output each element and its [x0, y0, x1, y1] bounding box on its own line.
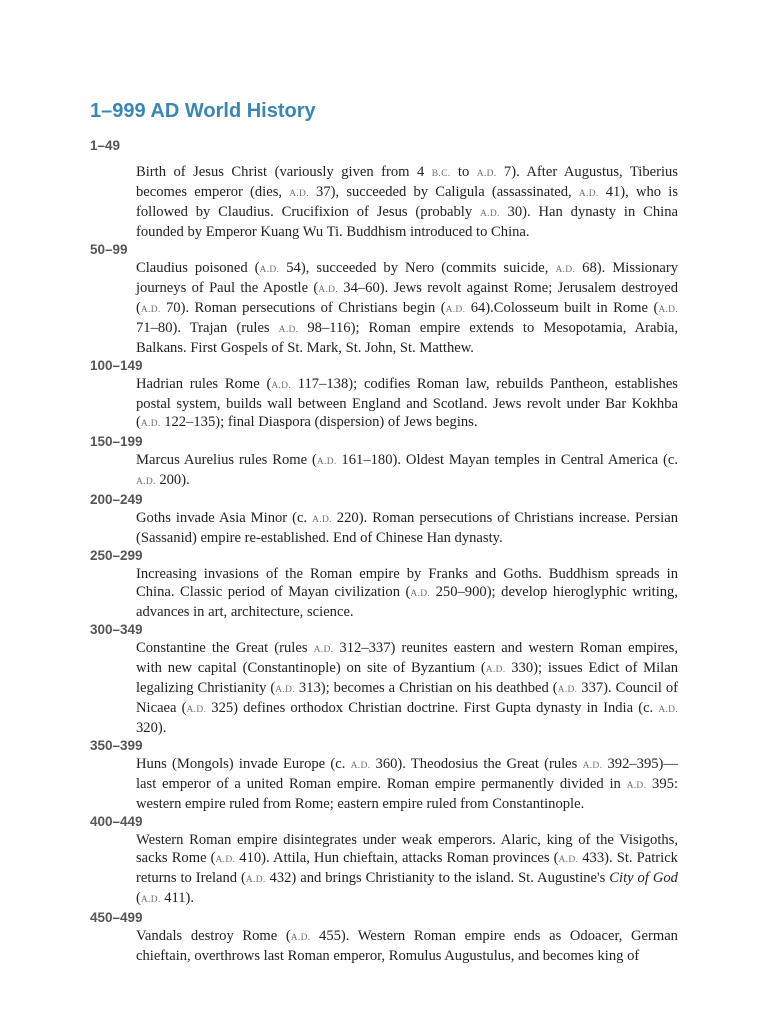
- entry-text-run: (: [136, 890, 141, 906]
- history-entry: [90, 909, 678, 965]
- entry-text-run: 250–900); develop hieroglyphic writing, advances in art, architecture, science.: [136, 584, 679, 620]
- entry-text-run: 34–60). Jews revolt against Rome; Jerusalem destroyed (: [136, 280, 678, 316]
- entry-text: [136, 375, 678, 433]
- era-abbreviation: A.D.: [140, 419, 161, 429]
- era-abbreviation: A.D.: [186, 705, 207, 715]
- era-abbreviation: A.D.: [259, 265, 280, 275]
- entry-text-run: Marcus Aurelius rules Rome (: [136, 452, 317, 468]
- entry-text-run: 411).: [160, 890, 195, 906]
- history-entry: [90, 737, 678, 813]
- entry-text-run: Huns (Mongols) invade Europe (c.: [136, 756, 351, 772]
- era-abbreviation: A.D.: [350, 761, 371, 771]
- entry-text: [136, 163, 678, 241]
- entry-text-run: 68). Missionary journeys of Paul the Apostle (: [136, 260, 679, 296]
- era-abbreviation: A.D.: [555, 265, 576, 275]
- era-abbreviation: A.D.: [582, 761, 603, 771]
- entry-text: [136, 565, 678, 621]
- entry-text-run: 320).: [136, 720, 167, 736]
- era-abbreviation: A.D.: [480, 209, 500, 219]
- entry-period-heading: 50–99: [90, 242, 128, 257]
- entry-text-run: 433). St. Patrick returns to Ireland (: [136, 850, 678, 886]
- entry-text-run: Constantine the Great (rules: [136, 640, 314, 656]
- entry-text-run: 312–337) reunites eastern and western Roman empires, with new capital (Constantinople) on site of Byzantium (: [136, 640, 678, 676]
- entry-text-run: 71–80). Trajan (rules: [136, 320, 279, 336]
- era-abbreviation: A.D.: [271, 381, 291, 391]
- entry-text-run: 455). Western Roman empire ends as Odoacer, German chieftain, overthrows last Roman emperor, Romulus Augustulus, and becomes king of: [136, 928, 678, 964]
- entry-period-heading: 100–149: [90, 358, 143, 373]
- entry-text-run: 41), who is followed by Claudius. Crucifixion of Jesus (probably: [136, 184, 679, 220]
- entry-text-run: 360). Theodosius the Great (rules: [370, 756, 583, 772]
- entry-text-run: 98–116); Roman empire extends to Mesopotamia, Arabia, Balkans. First Gospels of St. Mark, St. John, St. Matthew.: [136, 320, 678, 356]
- entry-text-run: 200).: [155, 472, 190, 488]
- entry-text-run: 220). Roman persecutions of Christians increase. Persian (Sassanid) empire re-established. End of Chinese Han dynasty.: [136, 510, 678, 546]
- entry-text-run: 325) defines orthodox Christian doctrine. First Gupta dynasty in India (c.: [206, 700, 659, 716]
- entry-text-run: 30). Han dynasty in China founded by Emperor Kuang Wu Ti. Buddhism introduced to China.: [136, 204, 678, 240]
- entry-text-run: Western Roman empire disintegrates under weak emperors. Alaric, king of the Visigoths, sacks Rome (: [136, 832, 678, 866]
- entry-text-run: 330); issues Edict of Milan legalizing Christianity (: [136, 660, 679, 696]
- era-abbreviation: A.D.: [626, 781, 647, 791]
- entry-period-heading: 150–199: [90, 434, 143, 449]
- era-abbreviation: A.D.: [312, 515, 332, 525]
- era-abbreviation: A.D.: [658, 705, 678, 715]
- entry-text-run: Hadrian rules Rome (: [136, 376, 272, 392]
- entry-text: [136, 509, 678, 547]
- entry-text-run: Increasing invasions of the Roman empire by Franks and Goths. Buddhism spreads in China. Classic period of Mayan civilization (: [136, 566, 678, 600]
- entry-text-run: 122–135); final Diaspora (dispersion) of Jews begins.: [160, 414, 478, 430]
- entry-text-run: 54), succeeded by Nero (commits suicide,: [279, 260, 556, 276]
- entry-text-run: 64).Colosseum built in Rome (: [465, 300, 659, 316]
- entry-text-run: 70). Roman persecutions of Christians begin (: [160, 300, 446, 316]
- era-abbreviation: A.D.: [290, 933, 311, 943]
- era-abbreviation: A.D.: [313, 645, 334, 655]
- era-abbreviation: B.C.: [431, 169, 451, 179]
- history-entries: [90, 137, 678, 965]
- era-abbreviation: A.D.: [140, 895, 161, 905]
- era-abbreviation: A.D.: [485, 665, 506, 675]
- history-entry: [90, 433, 678, 491]
- entry-text-run: 392–395)—last emperor of a united Roman empire. Roman empire permanently divided in: [136, 756, 679, 792]
- era-abbreviation: A.D.: [445, 305, 466, 315]
- entry-text-run: 395: western empire ruled from Rome; eastern empire ruled from Constantinople.: [136, 776, 679, 812]
- era-abbreviation: A.D.: [658, 305, 678, 315]
- era-abbreviation: A.D.: [410, 589, 431, 599]
- era-abbreviation: A.D.: [140, 305, 161, 315]
- entry-text-run: 117–138); codifies Roman law, rebuilds Pantheon, establishes postal system, builds wall between England and Scotland. Jews revolt under Bar Kokhba (: [136, 376, 678, 430]
- era-abbreviation: A.D.: [316, 457, 337, 467]
- history-entry: [90, 241, 678, 357]
- history-entry: [90, 491, 678, 547]
- history-entry: [90, 813, 678, 909]
- entry-text-run: Birth of Jesus Christ (variously given from 4: [136, 164, 432, 180]
- era-abbreviation: A.D.: [136, 477, 156, 487]
- entry-text-run: 410). Attila, Hun chieftain, attacks Roman provinces (: [235, 850, 559, 866]
- era-abbreviation: A.D.: [557, 685, 578, 695]
- entry-period-heading: 250–299: [90, 548, 143, 563]
- entry-text-run: 37), succeeded by Caligula (assassinated,: [308, 184, 579, 200]
- entry-text: [136, 927, 678, 965]
- entry-text-run: Goths invade Asia Minor (c.: [136, 510, 313, 526]
- history-entry: [90, 357, 678, 433]
- entry-text-run: Claudius poisoned (: [136, 260, 260, 276]
- entry-text-run: 161–180). Oldest Mayan temples in Central America (c.: [336, 452, 678, 468]
- entry-text: [136, 259, 678, 357]
- era-abbreviation: A.D.: [318, 285, 338, 295]
- document-title: 1–999 AD World History: [90, 100, 316, 122]
- era-abbreviation: A.D.: [558, 855, 579, 865]
- entry-period-heading: 350–399: [90, 738, 143, 753]
- entry-text: [136, 451, 678, 491]
- entry-text: [136, 755, 678, 813]
- entry-text-run: 432) and brings Christianity to the island. St. Augustine's: [265, 870, 610, 886]
- history-entry: [90, 137, 678, 241]
- entry-text-run: to: [450, 164, 477, 180]
- book-title: City of God: [609, 870, 678, 886]
- entry-period-heading: 450–499: [90, 910, 143, 925]
- era-abbreviation: A.D.: [278, 325, 299, 335]
- era-abbreviation: A.D.: [215, 855, 236, 865]
- entry-text: [136, 639, 678, 737]
- entry-period-heading: 300–349: [90, 622, 143, 637]
- history-entry: [90, 621, 678, 737]
- era-abbreviation: A.D.: [289, 189, 309, 199]
- entry-period-heading: 400–449: [90, 814, 143, 829]
- entry-text-run: 337). Council of Nicaea (: [136, 680, 678, 716]
- era-abbreviation: A.D.: [245, 875, 266, 885]
- entry-text-run: 7). After Augustus, Tiberius becomes emperor (dies,: [136, 164, 678, 200]
- entry-text: [136, 831, 678, 909]
- entry-period-heading: 200–249: [90, 492, 143, 507]
- era-abbreviation: A.D.: [275, 685, 295, 695]
- entry-period-heading: 1–49: [90, 138, 121, 153]
- entry-text-run: 313); becomes a Christian on his deathbed (: [294, 680, 558, 696]
- era-abbreviation: A.D.: [578, 189, 599, 199]
- entry-text-run: Vandals destroy Rome (: [136, 928, 291, 944]
- history-entry: [90, 547, 678, 621]
- era-abbreviation: A.D.: [476, 169, 497, 179]
